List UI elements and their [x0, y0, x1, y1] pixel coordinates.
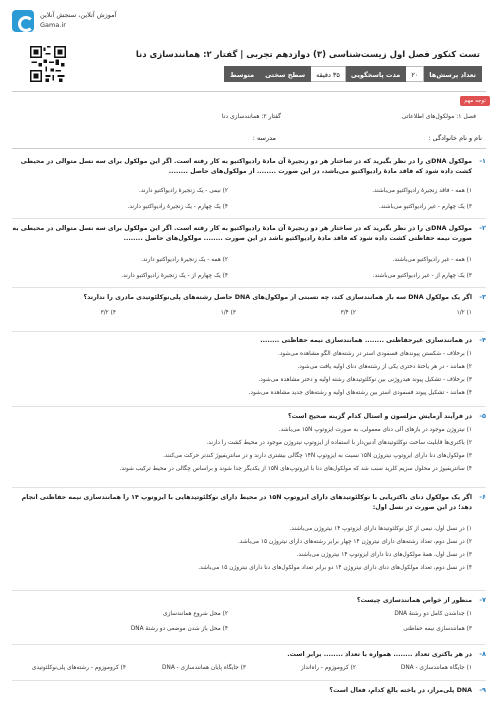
option-2[interactable]: ۲) کروموزوم - راه‌انداز [300, 665, 356, 671]
option-2[interactable]: ۲) در نسل دوم، تعداد رشته‌های دارای نیتروژن ۱۴ چهار برابر رشته‌های دارای نیتروژن ۱۵ می‌باشد. [237, 539, 472, 545]
school-field[interactable]: مدرسه : [252, 134, 276, 142]
student-name-field[interactable]: نام و نام خانوادگی : [428, 134, 482, 142]
option-1[interactable]: ۱) برخلاف - شکستن پیوندهای فسفودی استر در رشته‌های الگو مشاهده می‌شود. [277, 351, 472, 357]
question-3 [12, 293, 486, 329]
divider [12, 148, 486, 149]
question-separator [12, 644, 486, 645]
question-6 [12, 493, 486, 583]
question-text: مولکول DNA‌ی را در نظر بگیرید که در ساختار هر دو زنجیرهٔ آن مادهٔ رادیواکتیو به کار رفته است. اگر این مولکول برای سه نسل متوالی در محیطی کشت داده شود که فاقد مادهٔ رادیواکتیو می‌باشد، در این صورت ........ از مولکول‌های حاصل ........ [20, 158, 472, 175]
qr-code-icon [30, 46, 66, 82]
question-separator [12, 218, 486, 219]
question-number: ۳- [479, 293, 486, 301]
question-2 [12, 224, 486, 286]
option-3[interactable]: ۳) ۱/۴ [220, 310, 236, 316]
question-5 [12, 412, 486, 484]
option-1[interactable]: ۱) جداشدن کامل دو رشتهٔ DNA [394, 611, 472, 617]
brand-header[interactable] [12, 8, 152, 48]
option-2[interactable]: ۲) ۳/۴ [340, 310, 356, 316]
question-number: ۱- [479, 157, 486, 165]
option-4[interactable]: ۴) محل باز شدن موضعی دو رشتهٔ DNA [130, 626, 228, 632]
option-2[interactable]: ۲) همانند - در هر یاختهٔ دختری یکی از رشته‌های دنای اولیه یافت می‌شود. [297, 364, 472, 370]
option-3[interactable]: ۳) یک چهارم از - غیر رادیواکتیو می‌باشند. [372, 273, 472, 279]
question-8 [12, 650, 486, 680]
option-2[interactable]: ۲) محل شروع همانندسازی [162, 611, 228, 617]
difficulty-value: متوسط [224, 66, 260, 82]
option-4[interactable]: ۴) همانند - تشکیل پیوند فسفودی استر بین رشته‌های اولیه و رشته‌های جدید مشاهده می‌شود. [248, 390, 472, 396]
question-number: ۴- [479, 336, 486, 344]
divider [12, 91, 486, 92]
chapter-line [12, 111, 486, 123]
option-4[interactable]: ۴) سانتریفیوژ در محلول سزیم کلرید سبب شد که مولکول‌های دنا با ایزوتوپ‌های ۱۵N از یکدیگر جدا شوند و براساس چگالی در محیط ترکیب شوند. [119, 466, 472, 472]
question-9 [12, 686, 486, 698]
question-count-value: ۲۰ [405, 66, 424, 82]
option-2[interactable]: ۲) باکتری‌ها قابلیت ساخت نوکلئوتیدهای آدنین‌دار با استفاده از ایزوتوپ نیتروژن موجود در محیط کشت را دارند. [206, 440, 472, 446]
option-4[interactable]: ۴) یک چهارم از - یک زنجیرهٔ رادیواکتیو دارند. [121, 273, 228, 279]
duration-label: مدت پاسخگویی [345, 66, 406, 82]
option-1[interactable]: ۱) ۱/۲ [456, 310, 472, 316]
question-text: اگر یک مولکول DNA سه بار همانندسازی کند، چه نسبتی از مولکول‌های DNA حاصل رشته‌های پلی‌نوکلئوتیدی مادری را ندارند؟ [83, 294, 472, 301]
question-text: در همانندسازی غیرحفاظتی ........ همانندسازی نیمه حفاظتی ........ [260, 337, 472, 344]
option-4[interactable]: ۴) در نسل دوم، تعداد مولکول‌های دنای دارای نیتروژن ۱۴ دو برابر تعداد مولکول‌های دنا دارای نیتروژن ۱۵ می‌باشد. [198, 565, 472, 571]
gama-logo-icon [12, 10, 34, 32]
question-number: ۹- [479, 686, 486, 694]
option-3[interactable]: ۳) برخلاف - تشکیل پیوند هیدروژنی بین نوکلئوتیدهای رشته اولیه و دختر مشاهده می‌شود. [258, 377, 472, 383]
question-number: ۸- [479, 650, 486, 658]
option-3[interactable]: ۳) در نسل اول، همهٔ مولکول‌های دنا دارای ایزوتوپ ۱۴ نیتروژن می‌باشند. [296, 552, 472, 558]
question-4 [12, 336, 486, 406]
option-1[interactable]: ۱) جایگاه همانندسازی - DNA [400, 665, 472, 671]
section-label: گفتار ۲: همانندسازی دنا [221, 113, 281, 120]
brand-url[interactable]: Gama.ir [40, 21, 66, 29]
option-4[interactable]: ۴) کروموزوم - رشته‌های پلی‌نوکلئوتیدی [31, 665, 126, 671]
question-separator [12, 590, 486, 591]
student-fields [12, 132, 486, 144]
option-3[interactable]: ۳) جایگاه پایان همانندسازی - DNA [162, 665, 246, 671]
question-text: در هر باکتری تعداد ........ همواره با تعداد ........ برابر است. [287, 651, 472, 658]
option-2[interactable]: ۲) همه - یک زنجیرهٔ رادیواکتیو دارند. [141, 257, 228, 263]
exam-meta [132, 66, 482, 82]
option-2[interactable]: ۲) نیمی - یک زنجیرهٔ رادیواکتیو دارند. [139, 188, 228, 194]
duration-value: ۳۵ دقیقه [310, 66, 346, 82]
question-text: در فرآیند آزمایش مزلسون و استال کدام گزینه صحیح است؟ [287, 413, 472, 420]
question-number: ۵- [479, 412, 486, 420]
brand-name: آموزش آنلاین، سنجش آنلاین [40, 11, 117, 19]
question-text: اگر یک مولکول دنای باکتریایی با نوکلئوتیدهای دارای ایزوتوپ ۱۵N در محیط دارای نوکلئوتیدهایی با ایزوتوپ ۱۴ را همانندسازی نیمه حفاظتی انجام دهد؛ در این صورت در نسل اول: [21, 494, 472, 511]
notice-badge: توجه مهم [460, 96, 490, 106]
question-number: ۷- [479, 596, 486, 604]
option-1[interactable]: ۱) نیتروژن موجود در بازهای آلی دنای معمولی، به صورت ایزوتوپ ۱۵N می‌باشد. [278, 427, 472, 433]
option-3[interactable]: ۳) یک چهارم - غیر رادیواکتیو می‌باشند. [379, 204, 472, 210]
question-number: ۶- [479, 493, 486, 501]
option-4[interactable]: ۴) یک چهارم - یک زنجیرهٔ رادیواکتیو دارند. [127, 204, 228, 210]
option-1[interactable]: ۱) در نسل اول، نیمی از کل نوکلئوتیدها دارای ایزوتوپ ۱۴ نیتروژن می‌باشند. [289, 526, 472, 532]
question-text: منظور از خواص همانندسازی چیست؟ [356, 597, 472, 604]
question-separator [12, 331, 486, 332]
question-1 [12, 157, 486, 215]
option-1[interactable]: ۱) همه - فاقد زنجیرهٔ رادیواکتیو می‌باشند. [372, 188, 472, 194]
option-4[interactable]: ۴) ۳/۲ [100, 310, 116, 316]
question-separator [12, 487, 486, 488]
question-separator [12, 287, 486, 288]
question-separator [12, 406, 486, 407]
question-7 [12, 596, 486, 642]
option-1[interactable]: ۱) همه - غیر رادیواکتیو می‌باشند. [392, 257, 472, 263]
question-text: DNA پلی‌مراز، در یاخته بالغ کدام، فعال است؟ [329, 687, 472, 694]
question-separator [12, 680, 486, 681]
question-count-label: تعداد پرسش‌ها [423, 66, 482, 82]
option-3[interactable]: ۳) مولکول‌های دنا دارای ایزوتوپ نیتروژن ۱۵N نسبت به ایزوتوپ ۱۴N چگالی بیشتری دارند و در سانتریفیوژ کندتر حرکت می‌کنند. [163, 453, 472, 459]
option-3[interactable]: ۳) همانندسازی نیمه حفاظتی [403, 626, 472, 632]
question-text: مولکول DNA‌ی را در نظر بگیرید که در ساختار هر دو زنجیرهٔ آن مادهٔ رادیواکتیو به کار رفته است. اگر این مولکول برای سه نسل متوالی در محیطی به صورت نیمه حفاظتی کشت داده شود که فاقد مادهٔ رادیواکتیو باشد در این صورت ........ مولکول‌های حاصل ........ [12, 225, 472, 242]
exam-title: تست کنکور فصل اول زیست‌شناسی (۳) دوازدهم تجربی | گفتار ۲: همانندسازی دنا [135, 50, 480, 60]
chapter-label: فصل ۱: مولکول‌های اطلاعاتی [401, 113, 476, 120]
question-number: ۲- [479, 224, 486, 232]
difficulty-label: سطح سختی [259, 66, 311, 82]
